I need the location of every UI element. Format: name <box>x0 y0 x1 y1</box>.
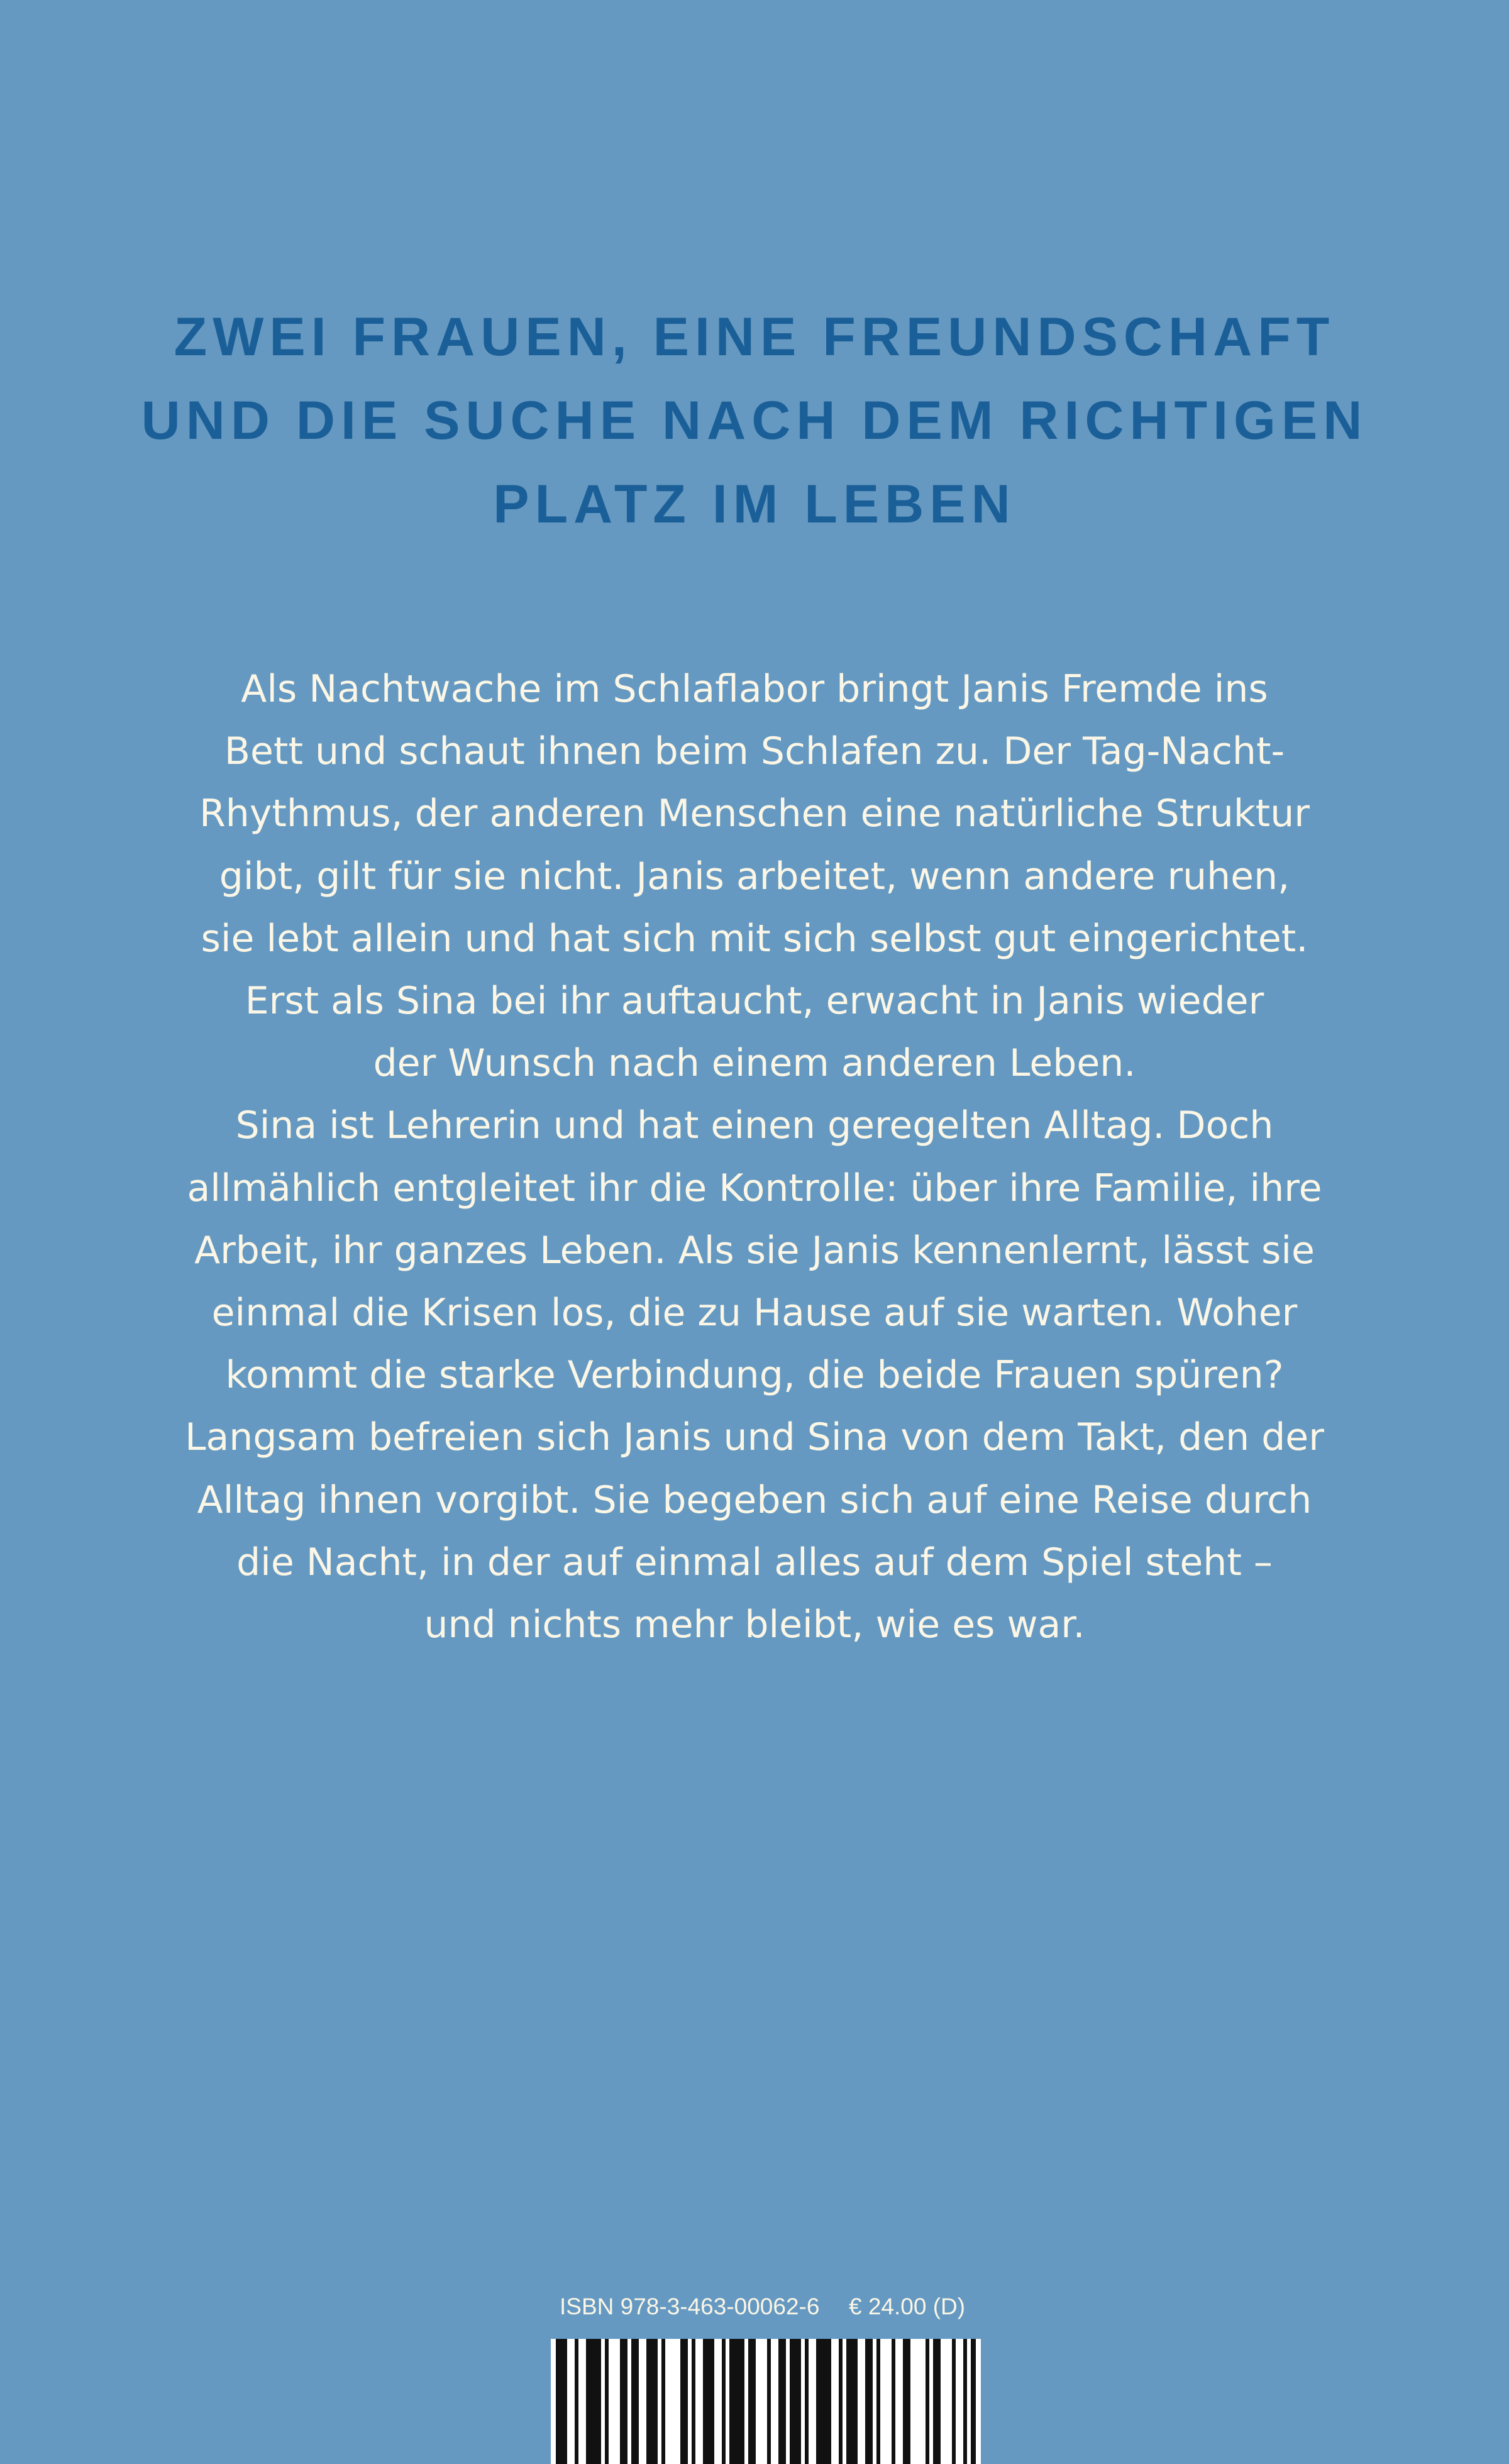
blurb-line: gibt, gilt für sie nicht. Janis arbeitet, wenn andere ruhen, <box>219 854 1290 898</box>
barcode-bar <box>876 2339 880 2464</box>
blurb-line: der Wunsch nach einem anderen Leben. <box>373 1041 1136 1086</box>
barcode-bar <box>933 2339 941 2464</box>
blurb-line: einmal die Krisen los, die zu Hause auf sie warten. Woher <box>211 1291 1298 1335</box>
headline-line: ZWEI FRAUEN, EINE FREUNDSCHAFT <box>174 307 1335 367</box>
headline <box>0 296 1509 546</box>
barcode-bar <box>556 2339 567 2464</box>
barcode-graphic <box>551 2339 981 2464</box>
barcode-bar <box>790 2339 801 2464</box>
barcode-bar <box>748 2339 756 2464</box>
barcode-bar <box>816 2339 831 2464</box>
barcode-bar <box>575 2339 578 2464</box>
barcode-bar <box>926 2339 929 2464</box>
blurb-line: Bett und schaut ihnen beim Schlafen zu. Der Tag-Nacht- <box>224 729 1285 774</box>
blurb-line: die Nacht, in der auf einmal alles auf dem Spiel steht – <box>236 1540 1273 1584</box>
barcode-bar <box>805 2339 809 2464</box>
blurb-line: Langsam befreien sich Janis und Sina von dem Takt, den der <box>185 1415 1324 1460</box>
barcode-bar <box>839 2339 843 2464</box>
blurb-line: Als Nachtwache im Schlaflabor bringt Janis Fremde ins <box>241 667 1268 711</box>
barcode-bar <box>729 2339 744 2464</box>
blurb-line: Arbeit, ihr ganzes Leben. Als sie Janis kennenlernt, lässt sie <box>194 1228 1315 1273</box>
barcode-bar <box>680 2339 688 2464</box>
blurb-line: Alltag ihnen vorgibt. Sie begeben sich auf eine Reise durch <box>197 1478 1312 1522</box>
barcode-bar <box>846 2339 858 2464</box>
blurb-line: allmählich entgleitet ihr die Kontrolle: über ihre Familie, ihre <box>187 1166 1322 1210</box>
barcode-bar <box>892 2339 895 2464</box>
blurb-line: sie lebt allein und hat sich mit sich selbst gut eingerichtet. <box>201 916 1308 961</box>
headline-line: PLATZ IM LEBEN <box>493 474 1016 534</box>
barcode-bar <box>692 2339 695 2464</box>
blurb-line: und nichts mehr bleibt, wie es war. <box>424 1603 1085 1647</box>
blurb-line: Erst als Sina bei ihr auftaucht, erwacht in Janis wieder <box>245 979 1264 1024</box>
barcode-bar <box>646 2339 658 2464</box>
blurb-line: Rhythmus, der anderen Menschen eine natürliche Struktur <box>199 792 1310 836</box>
barcode-bar <box>620 2339 627 2464</box>
barcode-bar <box>778 2339 786 2464</box>
barcode-bar <box>952 2339 956 2464</box>
barcode-bar <box>703 2339 714 2464</box>
barcode-bar <box>767 2339 771 2464</box>
headline-line: UND DIE SUCHE NACH DEM RICHTIGEN <box>141 390 1368 451</box>
barcode-bar <box>661 2339 665 2464</box>
barcode-bar <box>971 2339 976 2464</box>
blurb-line: Sina ist Lehrerin und hat einen geregelten Alltag. Doch <box>235 1103 1274 1148</box>
blurb-text <box>0 658 1509 1656</box>
barcode-bar <box>631 2339 639 2464</box>
barcode-bar <box>722 2339 726 2464</box>
isbn-price-row <box>553 2294 993 2325</box>
barcode-bar <box>865 2339 873 2464</box>
barcode-bar <box>605 2339 609 2464</box>
isbn-number: ISBN 978-3-463-00062-6 <box>560 2294 820 2319</box>
barcode-bar <box>586 2339 601 2464</box>
barcode-bar <box>963 2339 967 2464</box>
barcode-bar <box>903 2339 910 2464</box>
price-label: € 24.00 (D) <box>849 2294 966 2319</box>
barcode-icon <box>551 2339 981 2464</box>
blurb-line: kommt die starke Verbindung, die beide Frauen spüren? <box>225 1353 1284 1398</box>
